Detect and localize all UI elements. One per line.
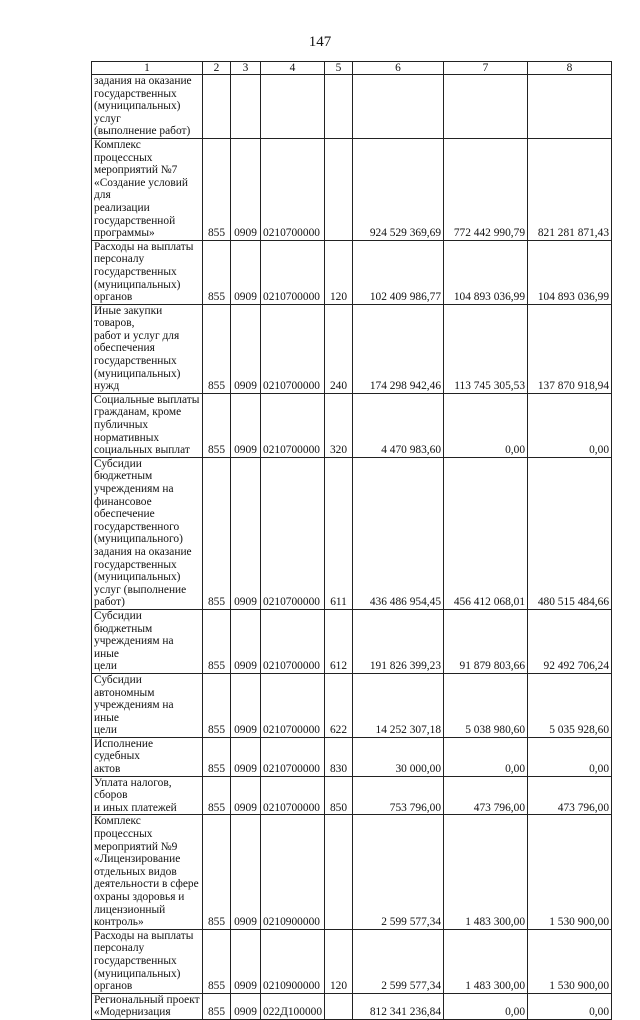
table-row — [92, 815, 612, 929]
row-target-article: 0210900000 — [261, 815, 325, 929]
row-target-article: 0210700000 — [261, 304, 325, 393]
row-section-code: 0909 — [231, 393, 261, 457]
column-header: 8 — [528, 62, 612, 75]
row-name: Уплата налогов, сборов и иных платежей — [92, 776, 203, 815]
table-row — [92, 138, 612, 240]
table-row — [92, 776, 612, 815]
column-header: 4 — [261, 62, 325, 75]
row-ministry-code: 855 — [203, 929, 231, 993]
row-section-code: 0909 — [231, 815, 261, 929]
row-target-article: 0210700000 — [261, 737, 325, 776]
row-target-article — [261, 75, 325, 139]
row-expense-type: 611 — [325, 457, 353, 609]
row-section-code: 0909 — [231, 138, 261, 240]
row-expense-type: 120 — [325, 929, 353, 993]
row-amount-col8: 1 530 900,00 — [528, 815, 612, 929]
table-row — [92, 393, 612, 457]
column-header: 6 — [353, 62, 444, 75]
row-amount-col8: 0,00 — [528, 393, 612, 457]
row-section-code: 0909 — [231, 776, 261, 815]
row-amount-col6 — [353, 75, 444, 139]
row-expense-type: 320 — [325, 393, 353, 457]
table-row — [92, 304, 612, 393]
row-target-article: 0210700000 — [261, 673, 325, 737]
row-name: Социальные выплаты гражданам, кроме публичных нормативных социальных выплат — [92, 393, 203, 457]
row-amount-col7 — [444, 75, 528, 139]
row-amount-col8: 104 893 036,99 — [528, 240, 612, 304]
row-amount-col7: 1 483 300,00 — [444, 815, 528, 929]
row-section-code: 0909 — [231, 993, 261, 1019]
row-expense-type — [325, 815, 353, 929]
table-row — [92, 673, 612, 737]
header-row — [92, 62, 612, 75]
table-row — [92, 993, 612, 1019]
row-name: Субсидии автономным учреждениям на иные цели — [92, 673, 203, 737]
row-ministry-code: 855 — [203, 304, 231, 393]
row-amount-col6: 812 341 236,84 — [353, 993, 444, 1019]
row-target-article: 022Д100000 — [261, 993, 325, 1019]
row-ministry-code: 855 — [203, 776, 231, 815]
row-ministry-code: 855 — [203, 815, 231, 929]
row-target-article: 0210700000 — [261, 138, 325, 240]
row-expense-type — [325, 993, 353, 1019]
row-expense-type: 240 — [325, 304, 353, 393]
page-number: 147 — [308, 34, 332, 50]
row-amount-col7: 113 745 305,53 — [444, 304, 528, 393]
row-ministry-code: 855 — [203, 609, 231, 673]
row-expense-type: 850 — [325, 776, 353, 815]
row-name: Субсидии бюджетным учреждениям на иные цели — [92, 609, 203, 673]
row-amount-col7: 772 442 990,79 — [444, 138, 528, 240]
row-target-article: 0210900000 — [261, 929, 325, 993]
row-amount-col6: 436 486 954,45 — [353, 457, 444, 609]
row-name: Расходы на выплаты персоналу государственных (муниципальных) органов — [92, 929, 203, 993]
row-amount-col6: 174 298 942,46 — [353, 304, 444, 393]
row-expense-type: 622 — [325, 673, 353, 737]
row-expense-type — [325, 138, 353, 240]
column-header: 5 — [325, 62, 353, 75]
row-ministry-code: 855 — [203, 138, 231, 240]
row-amount-col6: 924 529 369,69 — [353, 138, 444, 240]
budget-table — [91, 61, 612, 1020]
row-section-code: 0909 — [231, 240, 261, 304]
table-row — [92, 75, 612, 139]
column-header: 7 — [444, 62, 528, 75]
row-amount-col6: 4 470 983,60 — [353, 393, 444, 457]
row-name: Комплекс процессных мероприятий №9 «Лицензирование отдельных видов деятельности в сфере охраны здоровья и лицензионный контроль» — [92, 815, 203, 929]
row-amount-col7: 5 038 980,60 — [444, 673, 528, 737]
row-name: задания на оказание государственных (муниципальных) услуг (выполнение работ) — [92, 75, 203, 139]
table-row — [92, 457, 612, 609]
row-amount-col7: 91 879 803,66 — [444, 609, 528, 673]
row-name: Региональный проект «Модернизация — [92, 993, 203, 1019]
row-amount-col6: 14 252 307,18 — [353, 673, 444, 737]
table-row — [92, 609, 612, 673]
row-section-code — [231, 75, 261, 139]
row-ministry-code: 855 — [203, 737, 231, 776]
row-ministry-code: 855 — [203, 240, 231, 304]
row-amount-col6: 2 599 577,34 — [353, 815, 444, 929]
row-section-code: 0909 — [231, 304, 261, 393]
row-ministry-code: 855 — [203, 457, 231, 609]
row-target-article: 0210700000 — [261, 457, 325, 609]
row-amount-col7: 1 483 300,00 — [444, 929, 528, 993]
row-amount-col8: 0,00 — [528, 737, 612, 776]
row-ministry-code: 855 — [203, 393, 231, 457]
row-amount-col7: 0,00 — [444, 993, 528, 1019]
row-amount-col7: 473 796,00 — [444, 776, 528, 815]
row-expense-type: 612 — [325, 609, 353, 673]
table-row — [92, 240, 612, 304]
row-amount-col7: 0,00 — [444, 737, 528, 776]
row-section-code: 0909 — [231, 737, 261, 776]
row-amount-col7: 456 412 068,01 — [444, 457, 528, 609]
table-row — [92, 929, 612, 993]
column-header: 2 — [203, 62, 231, 75]
column-header: 1 — [92, 62, 203, 75]
row-name: Исполнение судебных актов — [92, 737, 203, 776]
row-name: Комплекс процессных мероприятий №7 «Создание условий для реализации государственной программы» — [92, 138, 203, 240]
row-amount-col7: 104 893 036,99 — [444, 240, 528, 304]
row-expense-type: 120 — [325, 240, 353, 304]
row-amount-col8: 137 870 918,94 — [528, 304, 612, 393]
row-expense-type — [325, 75, 353, 139]
row-amount-col8: 0,00 — [528, 993, 612, 1019]
row-name: Иные закупки товаров, работ и услуг для обеспечения государственных (муниципальных) нужд — [92, 304, 203, 393]
row-name: Субсидии бюджетным учреждениям на финансовое обеспечение государственного (муниципального) задания на оказание государственных (муниципальных) услуг (выполнение работ) — [92, 457, 203, 609]
row-amount-col6: 30 000,00 — [353, 737, 444, 776]
row-section-code: 0909 — [231, 929, 261, 993]
row-target-article: 0210700000 — [261, 393, 325, 457]
row-ministry-code: 855 — [203, 673, 231, 737]
row-section-code: 0909 — [231, 609, 261, 673]
row-amount-col6: 102 409 986,77 — [353, 240, 444, 304]
row-amount-col7: 0,00 — [444, 393, 528, 457]
row-ministry-code — [203, 75, 231, 139]
row-amount-col8 — [528, 75, 612, 139]
row-section-code: 0909 — [231, 457, 261, 609]
row-amount-col8: 5 035 928,60 — [528, 673, 612, 737]
table-row — [92, 737, 612, 776]
row-amount-col6: 2 599 577,34 — [353, 929, 444, 993]
row-amount-col8: 480 515 484,66 — [528, 457, 612, 609]
row-section-code: 0909 — [231, 673, 261, 737]
row-target-article: 0210700000 — [261, 776, 325, 815]
row-amount-col6: 753 796,00 — [353, 776, 444, 815]
row-target-article: 0210700000 — [261, 609, 325, 673]
row-amount-col8: 92 492 706,24 — [528, 609, 612, 673]
row-amount-col6: 191 826 399,23 — [353, 609, 444, 673]
row-target-article: 0210700000 — [261, 240, 325, 304]
column-header: 3 — [231, 62, 261, 75]
row-expense-type: 830 — [325, 737, 353, 776]
row-amount-col8: 473 796,00 — [528, 776, 612, 815]
row-amount-col8: 1 530 900,00 — [528, 929, 612, 993]
row-name: Расходы на выплаты персоналу государственных (муниципальных) органов — [92, 240, 203, 304]
row-amount-col8: 821 281 871,43 — [528, 138, 612, 240]
row-ministry-code: 855 — [203, 993, 231, 1019]
